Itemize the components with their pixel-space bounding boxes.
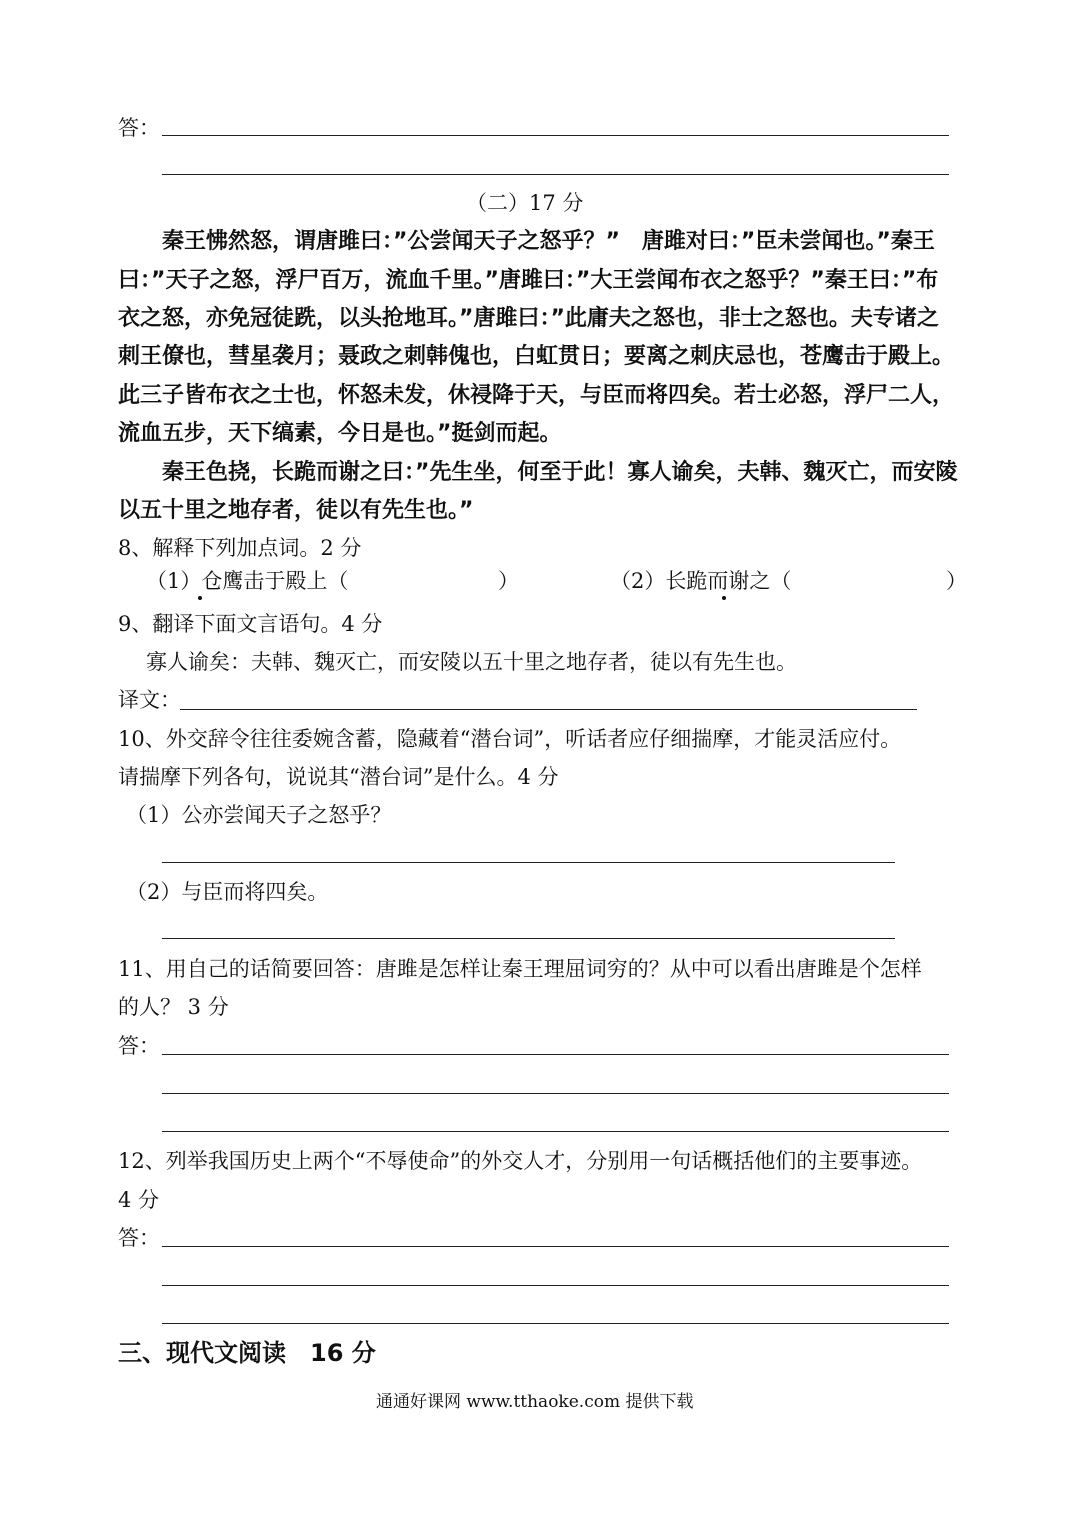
passage-line: 刺王僚也，彗星袭月；聂政之刺韩傀也，白虹贯日；要离之刺庆忌也，苍鹰击于殿上。 xyxy=(118,344,955,369)
question-11-title: 11、用自己的话简要回答：唐雎是怎样让秦王理屈词穷的？从中可以看出唐雎是个怎样 xyxy=(118,957,922,981)
question-8-item-1-close: ） xyxy=(498,569,519,593)
answer-line[interactable] xyxy=(162,1054,949,1055)
question-11-title-cont: 的人？ 3 分 xyxy=(118,995,229,1019)
answer-line[interactable] xyxy=(162,1285,949,1286)
answer-line[interactable] xyxy=(162,135,949,136)
question-8-item-2-close: ） xyxy=(946,569,967,593)
question-9-sentence: 寡人谕矣：夫韩、魏灭亡，而安陵以五十里之地存者，徒以有先生也。 xyxy=(146,650,797,674)
passage-line: 以五十里之地存者，徒以有先生也。” xyxy=(118,498,474,523)
answer-line[interactable] xyxy=(162,1246,949,1247)
passage-line: 此三子皆布衣之士也，怀怒未发，休祲降于天，与臣而将四矣。若士必怒，浮尸二人， xyxy=(118,383,955,408)
question-9-title: 9、翻译下面文言语句。4 分 xyxy=(118,612,383,636)
page-footer: 通通好课网 www.tthaoke.com 提供下载 xyxy=(376,1392,694,1412)
answer-line[interactable] xyxy=(162,174,949,175)
answer-label: 答： xyxy=(118,1034,160,1058)
answer-line[interactable] xyxy=(162,1323,949,1324)
question-10-item-1: （1）公亦尝闻天子之怒乎？ xyxy=(126,803,392,827)
question-10-title: 10、外交辞令往往委婉含蓄，隐藏着“潜台词”，听话者应仔细揣摩，才能灵活应付。 xyxy=(118,727,902,751)
question-8-item-1: （1）仓鹰击于殿上（ xyxy=(146,569,349,593)
passage-line: 衣之怒，亦免冠徒跣，以头抢地耳。”唐雎曰：”此庸夫之怒也，非士之怒也。夫专诸之 xyxy=(118,306,939,331)
translation-line[interactable] xyxy=(180,709,917,710)
question-12-title-cont: 4 分 xyxy=(118,1188,160,1212)
passage-line: 曰：”天子之怒，浮尸百万，流血千里。”唐雎曰：”大王尝闻布衣之怒乎？”秦王曰：”布 xyxy=(118,268,939,293)
section-3-heading: 三、现代文阅读 16 分 xyxy=(118,1339,376,1367)
translation-label: 译文： xyxy=(118,688,181,712)
passage-line: 秦王怫然怒，谓唐雎曰：”公尝闻天子之怒乎？” 唐雎对曰：”臣未尝闻也。”秦王 xyxy=(162,229,935,254)
answer-label: 答： xyxy=(118,1226,160,1250)
answer-line[interactable] xyxy=(162,1093,949,1094)
emphasis-dot xyxy=(722,596,726,600)
answer-line[interactable] xyxy=(162,862,895,863)
question-8-title: 8、解释下列加点词。2 分 xyxy=(118,536,362,560)
answer-line[interactable] xyxy=(162,938,895,939)
answer-line[interactable] xyxy=(162,1131,949,1132)
part2-heading: （二）17 分 xyxy=(466,191,584,215)
passage-line: 秦王色挠，长跪而谢之曰：”先生坐，何至于此！寡人谕矣，夫韩、魏灭亡，而安陵 xyxy=(162,460,958,485)
answer-label: 答： xyxy=(118,116,160,140)
question-10-item-2: （2）与臣而将四矣。 xyxy=(126,880,329,904)
emphasis-dot xyxy=(198,596,202,600)
question-8-item-2: （2）长跪而谢之（ xyxy=(610,569,792,593)
passage-line: 流血五步，天下缟素，今日是也。”挺剑而起。 xyxy=(118,421,562,446)
question-12-title: 12、列举我国历史上两个“不辱使命”的外交人才，分别用一句话概括他们的主要事迹。 xyxy=(118,1149,923,1173)
question-10-title-cont: 请揣摩下列各句，说说其“潜台词”是什么。4 分 xyxy=(118,765,559,789)
